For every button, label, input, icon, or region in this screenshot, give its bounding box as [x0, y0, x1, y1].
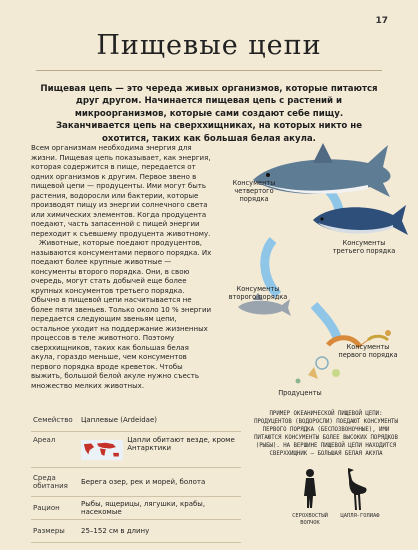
table-row — [31, 520, 241, 543]
food-chain-diagram — [218, 135, 408, 405]
intro-paragraph: Пищевая цепь — это череда живых организмов, которые питаются друг другом. Начинается пищевая цепь с растений и микроорганизмов, которые сами создают себе пищу. Заканчивается цепь на сверххищниках, на которых никто не охотится, таких как большая белая акула. — [40, 84, 378, 144]
table-key: Среда обитания — [33, 474, 68, 490]
table-value: Берега озер, рек и морей, болота — [81, 478, 206, 486]
title-divider — [36, 70, 382, 71]
table-key: Рацион — [33, 504, 60, 512]
wolf-silhouette-icon — [300, 468, 320, 510]
plankton-icon — [296, 357, 341, 384]
body-paragraph-2: Животные, которые поедают продуцентов, называются консументами первого порядка. Их поедают более крупные животные — консументы второго порядка. Они, в свою очередь, могут стать добычей еще более крупных консументов третьего порядка. Обычно в пищевой цепи насчитывается не более пяти звеньев. Только около 10 % энергии передается следующим звеньям цепи, остальное уходит на поддержание жизненных процессов в теле животного. Поэтому сверххищников, таких как большая белая акула, гораздо меньше, чем консументов первого порядка вроде креветок. Чтобы выжить, большой белой акуле нужно съесть множество мелких животных. — [31, 238, 212, 390]
heron-silhouette-icon — [340, 466, 376, 512]
heron-label: ЦАПЛЯ-ГОЛИАФ — [340, 513, 380, 519]
wolf-label: СЕРОХВОСТЫЙ ВОЛЧОК — [292, 513, 328, 526]
label-consumers-1: Консументы первого порядка — [338, 343, 398, 359]
tuna-icon — [313, 205, 408, 235]
table-row — [31, 497, 241, 520]
page-title: Пищевые цепи — [96, 30, 322, 61]
table-row — [31, 432, 241, 468]
food-chain-illustration — [218, 135, 408, 405]
label-producers: Продуценты — [278, 389, 322, 397]
table-value: Цаплевые (Ardeidae) — [81, 416, 158, 424]
label-consumers-4: Консументы четвертого порядка — [232, 179, 276, 203]
table-value: Рыбы, ящерицы, лягушки, крабы, насекомые — [81, 500, 206, 516]
label-consumers-2: Консументы второго порядка — [228, 285, 288, 301]
table-row — [31, 409, 241, 432]
arrow-1 — [314, 305, 338, 340]
info-table — [31, 409, 241, 543]
body-text — [31, 143, 213, 390]
table-key: Семейство — [33, 416, 73, 424]
table-key: Размеры — [33, 527, 65, 535]
table-row — [31, 468, 241, 497]
handwritten-note: ПРИМЕР ОКЕАНИЧЕСКОЙ ПИЩЕВОЙ ЦЕПИ: ПРОДУЦЕНТОВ (ВОДОРОСЛИ) ПОЕДАЮТ КОНСУМЕНТЫ ПЕРВОГО ПОРЯДКА (БЕСПОЗВОНОЧНЫЕ), ИМИ ПИТАЮТСЯ КОНСУМЕНТЫ БОЛЕЕ ВЫСОКИХ ПОРЯДКОВ (РЫБЫ). НА ВЕРШИНЕ ПИЩЕВОЙ ЦЕПИ НАХОДИТСЯ СВЕРХХИЩНИК — БОЛЬШАЯ БЕЛАЯ АКУЛА — [254, 411, 398, 458]
table-value: 25–152 см в длину — [81, 527, 150, 535]
range-map-icon — [81, 436, 123, 464]
range-text: Цапли обитают везде, кроме Антарктики — [127, 436, 235, 452]
table-value — [79, 436, 241, 467]
page-number: 17 — [375, 16, 388, 26]
table-key: Ареал — [33, 436, 56, 444]
body-paragraph-1: Всем организмам необходима энергия для жизни. Пищевая цепь показывает, как энергия, которая содержится в пище, передается от одних организмов к другим. Первое звено в пищевой цепи — продуценты. Ими могут быть растения, водоросли или бактерии, которые производят пищу из энергии солнечного света или химических элементов. Когда продуцента поедают, часть запасенной с пищей энергии переходит к съевшему продуцента животному. — [31, 143, 211, 238]
label-consumers-3: Консументы третьего порядка — [332, 239, 396, 255]
